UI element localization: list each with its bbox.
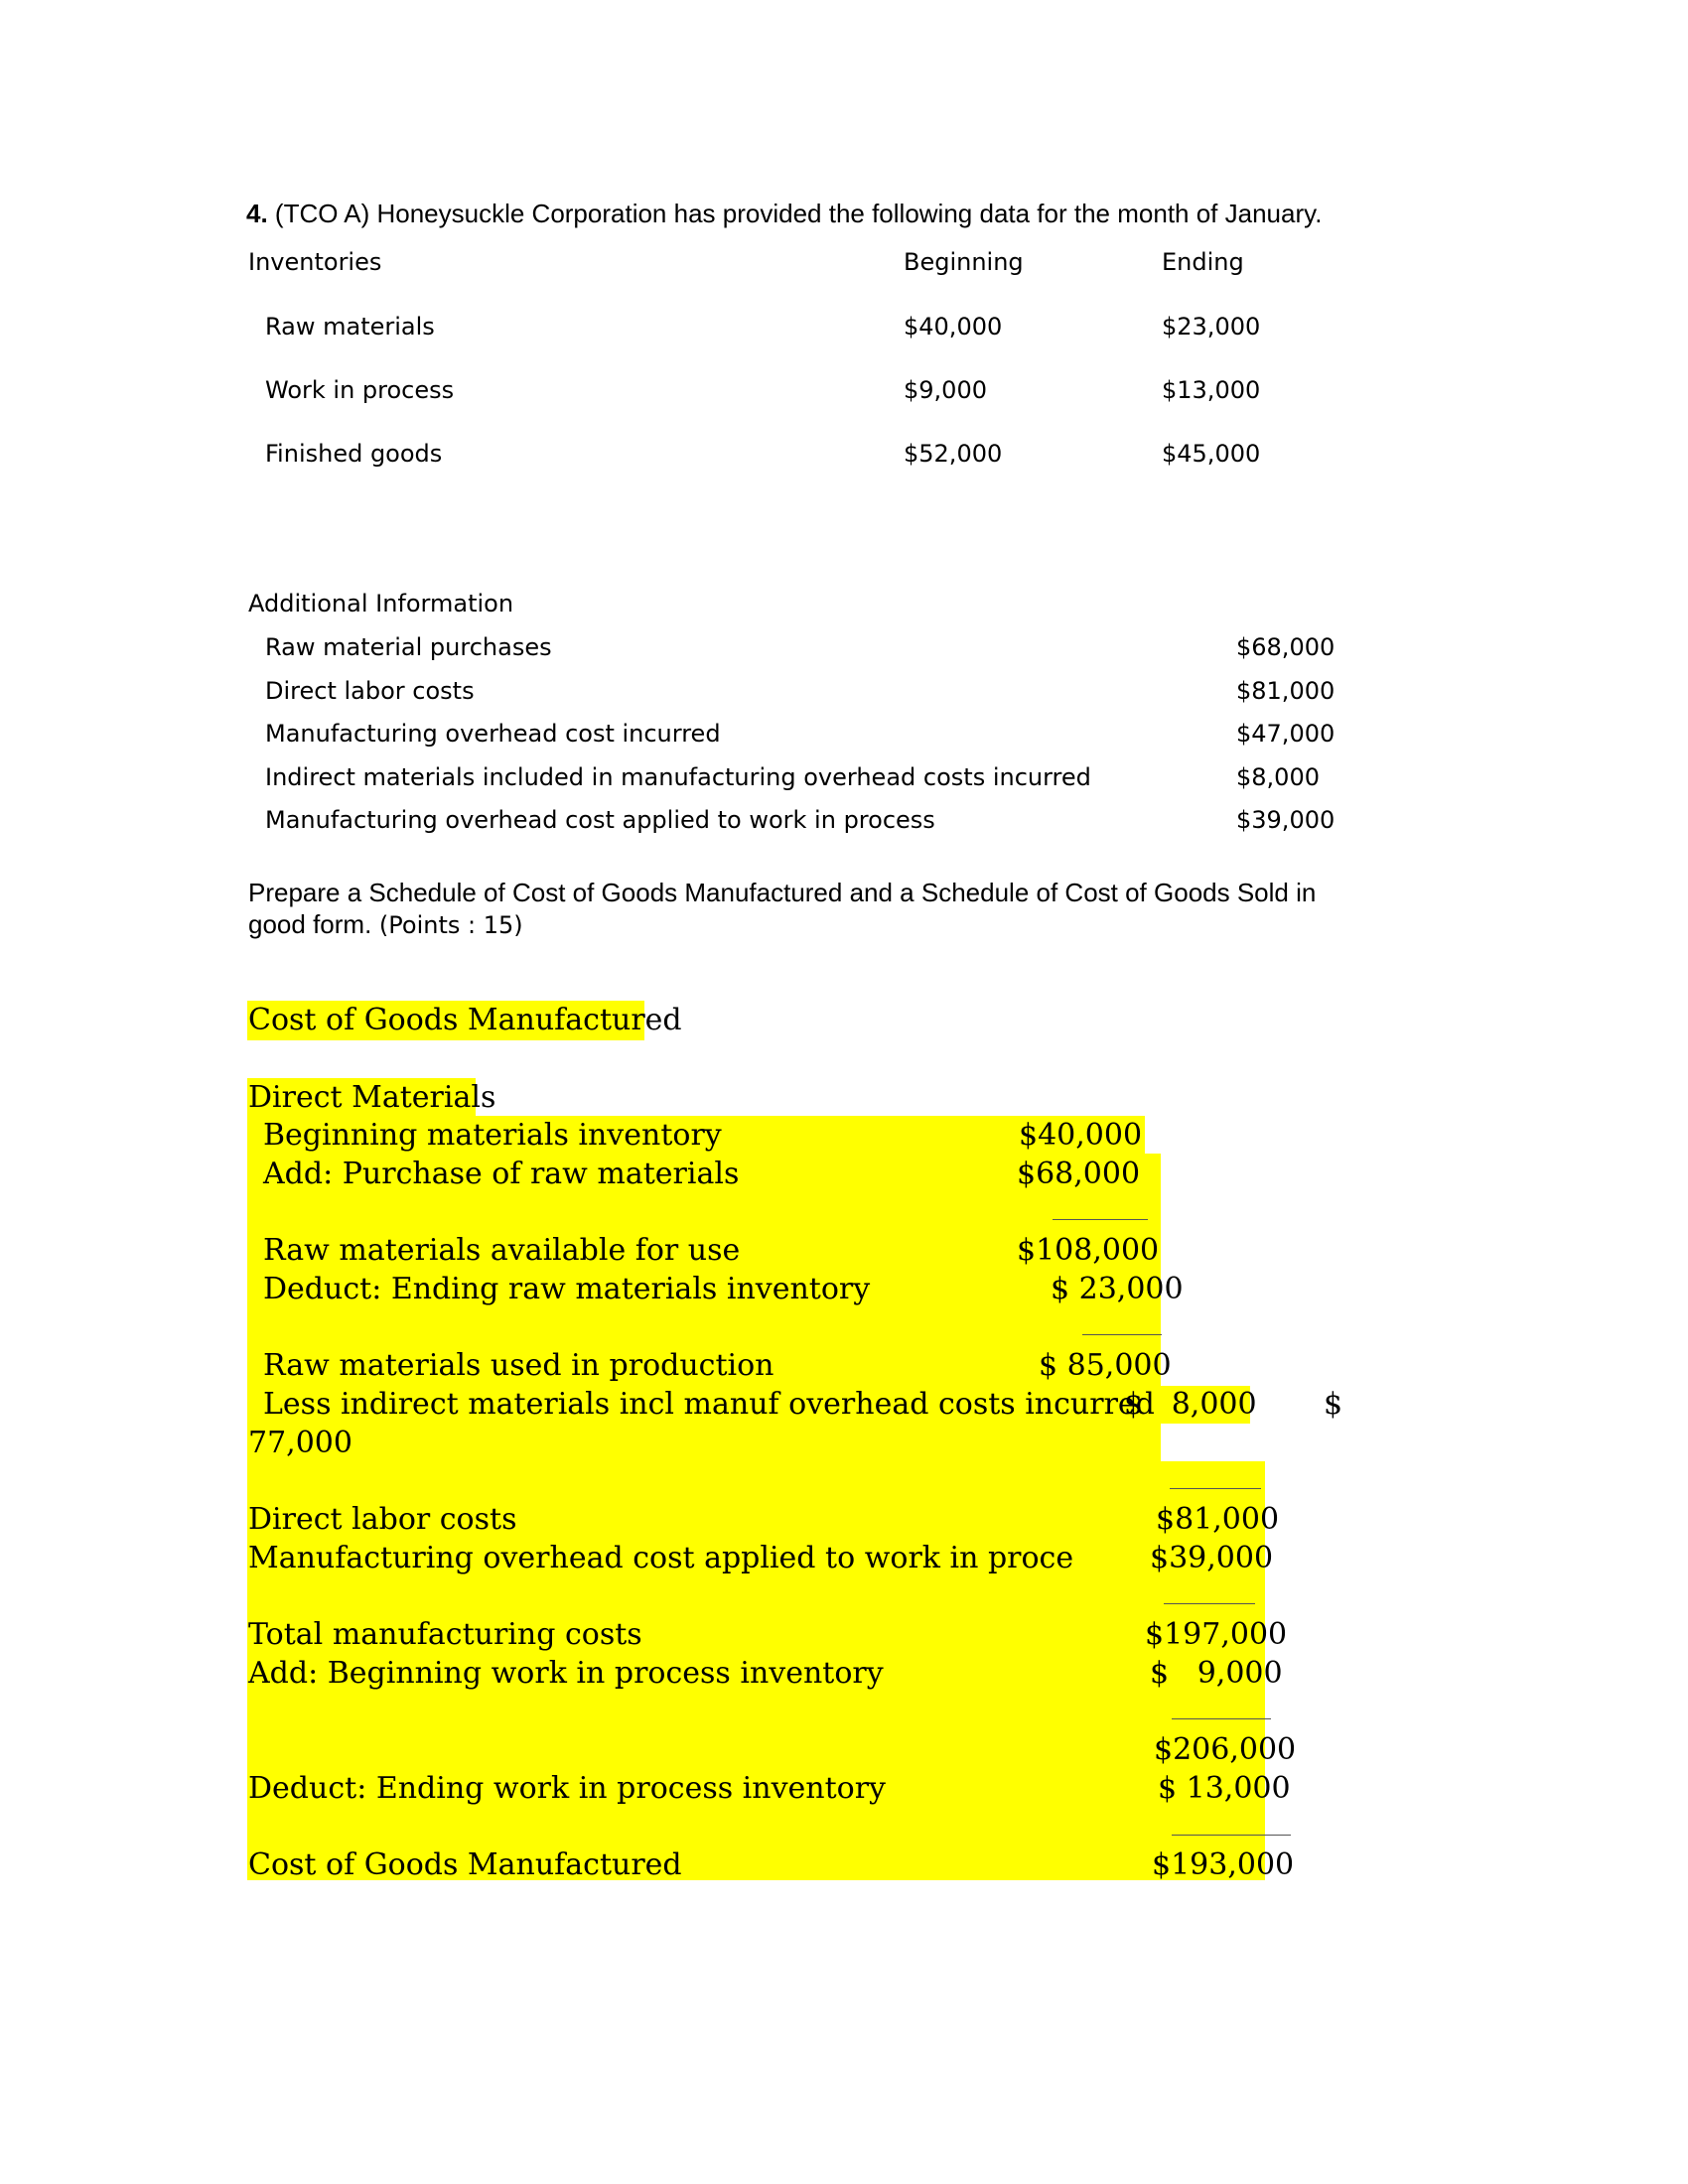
- subtotal-underline: [1172, 1718, 1271, 1719]
- beginning-materials-value: $40,000: [1019, 1118, 1143, 1153]
- subtotal-underline: [1170, 1488, 1261, 1489]
- begin-wip-label: Add: Beginning work in process inventory: [248, 1656, 884, 1691]
- begin-wip-value: $ 9,000: [1150, 1656, 1283, 1691]
- inventory-row-ending: $23,000: [1162, 313, 1261, 341]
- subtotal-underline: [1053, 1219, 1148, 1220]
- inventory-row-beginning: $9,000: [904, 376, 987, 404]
- inventories-header-ending: Ending: [1162, 248, 1244, 276]
- used-label: Raw materials used in production: [263, 1348, 774, 1383]
- overhead-label: Manufacturing overhead cost applied to work in proce: [248, 1541, 1074, 1575]
- subtotal-underline: [1172, 1835, 1291, 1836]
- labor-label: Direct labor costs: [248, 1502, 517, 1537]
- purchase-label: Add: Purchase of raw materials: [263, 1157, 740, 1191]
- question-header: [246, 199, 1322, 229]
- labor-value: $81,000: [1156, 1502, 1280, 1537]
- ending-raw-label: Deduct: Ending raw materials inventory: [263, 1272, 871, 1306]
- total-mfg-label: Total manufacturing costs: [248, 1617, 642, 1652]
- instructions-text: good form.: [248, 909, 372, 939]
- instructions-line-2: [248, 909, 523, 940]
- cogm-label: Cost of Goods Manufactured: [248, 1847, 682, 1882]
- available-value: $108,000: [1017, 1233, 1160, 1268]
- question-text: (TCO A) Honeysuckle Corporation has provided the following data for the month of January.: [267, 199, 1323, 228]
- additional-row-label: Indirect materials included in manufacturing overhead costs incurred: [265, 763, 1091, 791]
- inventory-row-beginning: $52,000: [904, 440, 1003, 468]
- additional-row-value: $39,000: [1236, 806, 1336, 834]
- inventory-row-ending: $13,000: [1162, 376, 1261, 404]
- additional-row-label: Manufacturing overhead cost incurred: [265, 720, 721, 748]
- additional-row-label: Raw material purchases: [265, 633, 552, 661]
- additional-row-value: $47,000: [1236, 720, 1336, 748]
- cogm-value: $193,000: [1152, 1847, 1295, 1882]
- highlight-block: [247, 1154, 1161, 1486]
- available-label: Raw materials available for use: [263, 1233, 741, 1268]
- subtotal-value: $206,000: [1154, 1732, 1297, 1767]
- used-value: $ 85,000: [1039, 1348, 1172, 1383]
- inventory-row-beginning: $40,000: [904, 313, 1003, 341]
- beginning-materials-label: Beginning materials inventory: [263, 1118, 722, 1153]
- question-number: 4.: [246, 199, 268, 228]
- indirect-total-value: 77,000: [248, 1426, 352, 1460]
- instructions-line-1: Prepare a Schedule of Cost of Goods Manufactured and a Schedule of Cost of Goods Sold in: [248, 878, 1317, 907]
- overhead-value: $39,000: [1150, 1541, 1274, 1575]
- purchase-value: $68,000: [1017, 1157, 1141, 1191]
- subtotal-underline: [1164, 1603, 1255, 1604]
- total-mfg-value: $197,000: [1145, 1617, 1288, 1652]
- end-wip-value: $ 13,000: [1158, 1771, 1291, 1806]
- indirect-total-dollar: $: [1324, 1387, 1343, 1422]
- additional-row-value: $81,000: [1236, 677, 1336, 705]
- additional-row-value: $8,000: [1236, 763, 1320, 791]
- schedule-title: Cost of Goods Manufactured: [248, 1003, 682, 1037]
- additional-row-value: $68,000: [1236, 633, 1336, 661]
- indirect-label: Less indirect materials incl manuf overhead costs incurred: [263, 1387, 1155, 1422]
- direct-materials-heading: Direct Materials: [248, 1080, 496, 1115]
- inventories-header-label: Inventories: [248, 248, 382, 276]
- inventory-row-ending: $45,000: [1162, 440, 1261, 468]
- additional-row-label: Manufacturing overhead cost applied to work in process: [265, 806, 935, 834]
- points-label: (Points : 15): [371, 911, 523, 939]
- additional-title: Additional Information: [248, 590, 514, 617]
- inventory-row-label: Raw materials: [265, 313, 435, 341]
- subtotal-underline: [1082, 1334, 1162, 1335]
- indirect-value: $ 8,000: [1124, 1387, 1257, 1422]
- additional-row-label: Direct labor costs: [265, 677, 475, 705]
- inventory-row-label: Work in process: [265, 376, 455, 404]
- inventory-row-label: Finished goods: [265, 440, 443, 468]
- ending-raw-value: $ 23,000: [1051, 1272, 1184, 1306]
- end-wip-label: Deduct: Ending work in process inventory: [248, 1771, 886, 1806]
- inventories-header-beginning: Beginning: [904, 248, 1024, 276]
